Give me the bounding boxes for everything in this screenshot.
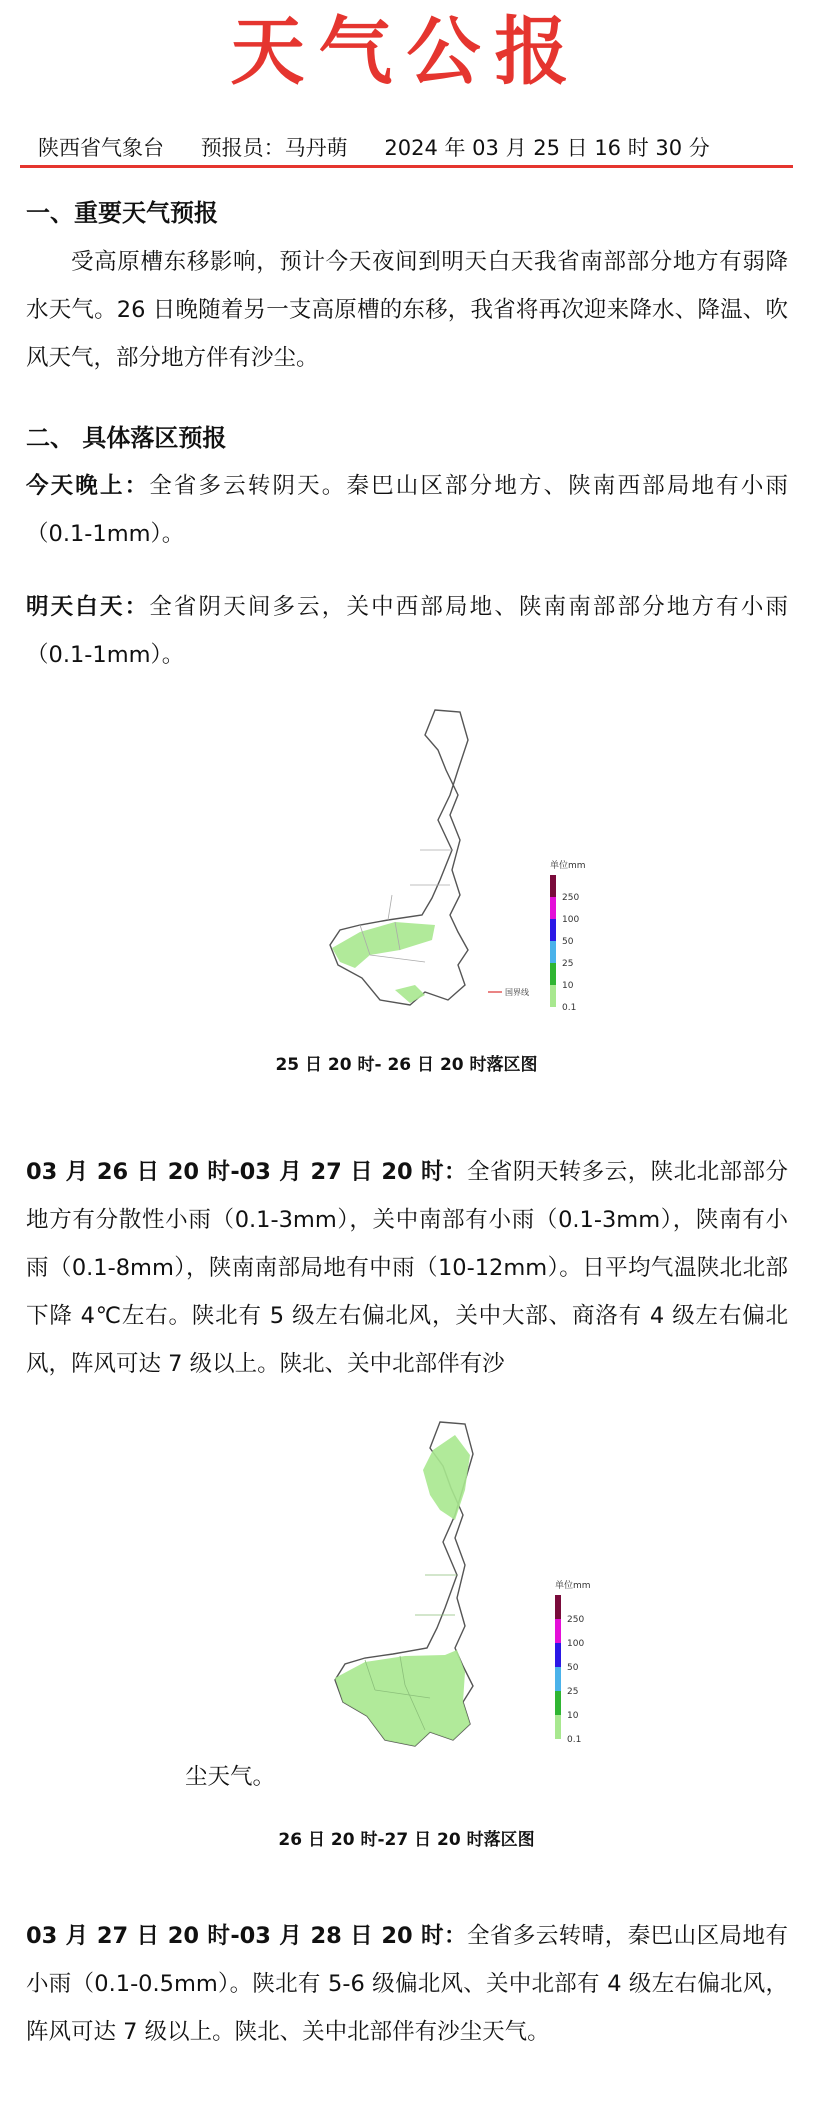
section2-heading: 二、 具体落区预报 — [26, 424, 227, 452]
period2-label: 03 月 26 日 20 时-03 月 27 日 20 时： — [26, 1159, 467, 1185]
period3-label: 03 月 27 日 20 时-03 月 28 日 20 时： — [26, 1923, 467, 1949]
map1-legend-01: 0.1 — [562, 1003, 577, 1013]
tomorrow-label: 明天白天： — [26, 594, 150, 620]
map1-legend-10: 10 — [562, 981, 574, 991]
rain-map-1 — [300, 700, 600, 1020]
period3-text: 全省多云转晴，秦巴山区局地有小雨（0.1-0.5mm）。陕北有 5-6 级偏北风、关中北部有 4 级左右偏北风，阵风可达 7 级以上。陕北、关中北部伴有沙尘天气。 — [26, 1923, 788, 2045]
map2-legend-title: 单位mm — [555, 1581, 591, 1591]
map1-legend-50: 50 — [562, 937, 574, 947]
bulletin-title: 天气公报 — [230, 9, 583, 95]
tonight-label: 今天晚上： — [26, 473, 150, 499]
section1-heading: 一、重要天气预报 — [26, 199, 218, 227]
map2-legend-bar-100 — [555, 1619, 561, 1643]
forecast-tomorrow — [26, 583, 788, 679]
boundary-legend-label: 国界线 — [505, 988, 529, 997]
map1-legend-bar-250 — [550, 875, 556, 897]
period2-tail: 尘天气。 — [185, 1764, 276, 1790]
map1-legend-100: 100 — [562, 915, 580, 925]
forecast-tonight — [26, 462, 788, 558]
map1-legend-bar-01 — [550, 985, 556, 1007]
map1-legend-25: 25 — [562, 959, 574, 969]
map2-legend-250: 250 — [567, 1615, 585, 1625]
map1-legend-bar-100 — [550, 897, 556, 919]
map2-legend-100: 100 — [567, 1639, 585, 1649]
map1-caption: 25 日 20 时- 26 日 20 时落区图 — [275, 1055, 538, 1075]
map1-legend-250: 250 — [562, 893, 580, 903]
map2-legend-bar-250 — [555, 1595, 561, 1619]
rain-map-2 — [305, 1410, 605, 1790]
map1-legend-bar-50 — [550, 919, 556, 941]
section1-text: 受高原槽东移影响，预计今天夜间到明天白天我省南部部分地方有弱降水天气。26 日晚随着另一支高原槽的东移，我省将再次迎来降水、降温、吹风天气，部分地方伴有沙尘。 — [26, 249, 788, 371]
map1-legend-bar-25 — [550, 941, 556, 963]
map2-legend-bar-50 — [555, 1643, 561, 1667]
forecaster-name: 预报员：马丹萌 — [200, 136, 348, 160]
issue-datetime: 2024 年 03 月 25 日 16 时 30 分 — [384, 136, 710, 160]
forecast-period2 — [26, 1148, 788, 1388]
forecast-period3 — [26, 1912, 788, 2056]
tonight-text: 全省多云转阴天。秦巴山区部分地方、陕南西部局地有小雨 （0.1-1mm）。 — [26, 473, 788, 547]
map2-legend-bar-25 — [555, 1667, 561, 1691]
map2-caption: 26 日 20 时-27 日 20 时落区图 — [278, 1830, 535, 1850]
agency-name: 陕西省气象台 — [38, 136, 164, 160]
map2-legend-50: 50 — [567, 1663, 579, 1673]
map2-legend-10: 10 — [567, 1711, 579, 1721]
header-divider — [20, 165, 793, 168]
map1-legend-title: 单位mm — [550, 861, 586, 871]
map2-legend-bar-01 — [555, 1715, 561, 1739]
map2-legend-01: 0.1 — [567, 1735, 582, 1745]
tomorrow-text: 全省阴天间多云，关中西部局地、陕南南部部分地方有小雨（0.1-1mm）。 — [26, 594, 788, 668]
period2-text: 全省阴天转多云，陕北北部部分地方有分散性小雨（0.1-3mm），关中南部有小雨（0.1-3mm），陕南有小雨（0.1-8mm），陕南南部局地有中雨（10-12mm）。日平均气温陕北北部下降 4℃左右。陕北有 5 级左右偏北风，关中大部、商洛有 4 级左右偏北风，阵风可达 7 级以上。陕北、关中北部伴有沙 — [26, 1159, 788, 1377]
map2-legend-25: 25 — [567, 1687, 579, 1697]
issuer-line — [38, 133, 710, 163]
map2-legend-bar-10 — [555, 1691, 561, 1715]
map1-legend-bar-10 — [550, 963, 556, 985]
